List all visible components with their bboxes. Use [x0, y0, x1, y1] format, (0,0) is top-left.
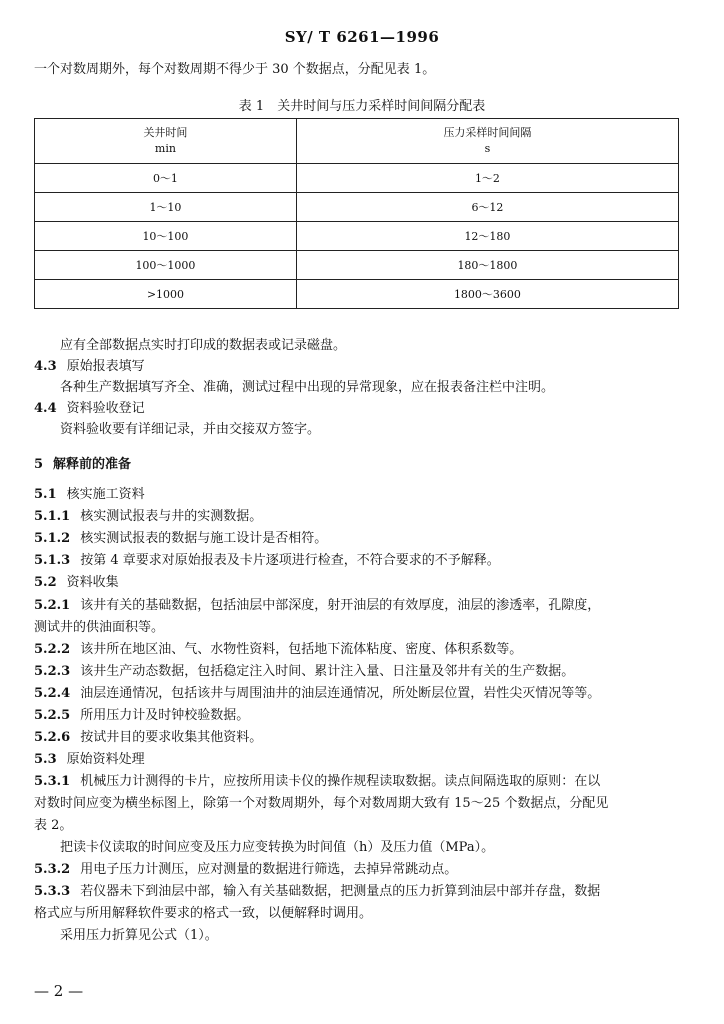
line-text: 按第 4 章要求对原始报表及卡片逐项进行检查，不符合要求的不予解释。 [80, 553, 500, 568]
section-5-2-6 [34, 728, 684, 748]
section-5-3-2 [34, 860, 684, 880]
section-5-2 [34, 573, 684, 593]
line-text: 资料验收登记 [66, 401, 145, 416]
table-cell: 0～1 [35, 164, 297, 193]
section-4-4 [34, 399, 684, 419]
intro-text: 一个对数周期外，每个对数周期不得少于 30 个数据点，分配见表 1。 [34, 62, 436, 77]
section-5-2-4 [34, 684, 684, 704]
paragraph-line [60, 838, 710, 858]
section-number: 5.3.1 [34, 774, 71, 789]
section-4-3 [34, 357, 684, 377]
standard-number: SY/ T 6261—1996 [284, 28, 440, 46]
table-cell: 1～2 [296, 164, 678, 193]
line-text: 资料收集 [66, 575, 119, 590]
header-sampling-interval: 压力采样时间间隔 s [296, 119, 678, 164]
line-text: 若仪器未下到油层中部，输入有关基础数据，把测量点的压力折算到油层中部并存盘，数据 [80, 884, 601, 899]
table-caption: 表 1 关井时间与压力采样时间间隔分配表 [238, 99, 486, 114]
paragraph-line [34, 618, 684, 638]
line-text: 各种生产数据填写齐全、准确，测试过程中出现的异常现象，应在报表备注栏中注明。 [60, 380, 555, 395]
section-number: 5.3.3 [34, 884, 71, 899]
line-text: 核实测试报表与井的实测数据。 [80, 509, 263, 524]
table-cell: 180～1800 [296, 251, 678, 280]
page-number: — 2 — [34, 982, 84, 1000]
section-number: 5.1.3 [34, 553, 71, 568]
section-5-1-1 [34, 507, 684, 527]
section-number: 5.2.6 [34, 730, 71, 745]
line-text: 资料验收要有详细记录，并由交接双方签字。 [60, 422, 321, 437]
paragraph-line [60, 378, 710, 398]
line-text: 测试井的供油面积等。 [34, 620, 165, 635]
table-header-row [35, 119, 679, 164]
section-5-1-3 [34, 551, 684, 571]
line-text: 机械压力计测得的卡片，应按所用读卡仪的操作规程读取数据。读点间隔选取的原则：在以 [80, 774, 601, 789]
line-text: 油层连通情况，包括该井与周围油井的油层连通情况，所处断层位置，岩性尖灭情况等等。 [80, 686, 601, 701]
line-text: 核实施工资料 [66, 487, 145, 502]
line-text: 该井所在地区油、气、水物性资料，包括地下流体粘度、密度、体积系数等。 [80, 642, 523, 657]
section-number: 5.2.2 [34, 642, 71, 657]
section-5-2-2 [34, 640, 684, 660]
table-row [35, 193, 679, 222]
table-cell: 1～10 [35, 193, 297, 222]
table-cell: 6～12 [296, 193, 678, 222]
line-text: 原始报表填写 [66, 359, 145, 374]
section-number: 5 [34, 457, 44, 472]
table-row [35, 222, 679, 251]
line-text: 应有全部数据点实时打印成的数据表或记录磁盘。 [60, 338, 347, 353]
line-text: 格式应与所用解释软件要求的格式一致，以便解释时调用。 [34, 906, 373, 921]
section-5-2-5 [34, 706, 684, 726]
section-5-3-1 [34, 772, 684, 792]
line-text: 解释前的准备 [53, 457, 132, 472]
section-5-1-2 [34, 529, 684, 549]
section-number: 5.2.4 [34, 686, 71, 701]
table-row [35, 251, 679, 280]
table-cell: 12～180 [296, 222, 678, 251]
section-number: 5.2.3 [34, 664, 71, 679]
section-number: 5.3 [34, 752, 57, 767]
table-cell: 1800～3600 [296, 280, 678, 309]
section-number: 5.1.2 [34, 531, 71, 546]
line-text: 用电子压力计测压，应对测量的数据进行筛选，去掉异常跳动点。 [80, 862, 458, 877]
line-text: 按试井目的要求收集其他资料。 [80, 730, 263, 745]
table-cell: >1000 [35, 280, 297, 309]
paragraph-line [34, 904, 684, 924]
line-text: 核实测试报表的数据与施工设计是否相符。 [80, 531, 328, 546]
section-5-2-1 [34, 596, 684, 616]
paragraph-line [34, 794, 684, 814]
section-number: 4.3 [34, 359, 57, 374]
section-5-2-3 [34, 662, 684, 682]
section-number: 5.1.1 [34, 509, 71, 524]
section-5-3 [34, 750, 684, 770]
table-cell: 100～1000 [35, 251, 297, 280]
section-number: 5.2 [34, 575, 57, 590]
section-5-3-3 [34, 882, 684, 902]
paragraph-line [34, 816, 684, 836]
line-text: 对数时间应变为横坐标图上，除第一个对数周期外，每个对数周期大致有 15～25 个数据点，分配见 [34, 796, 609, 811]
table-cell: 10～100 [35, 222, 297, 251]
section-number: 4.4 [34, 401, 57, 416]
table-row [35, 164, 679, 193]
section-number: 5.3.2 [34, 862, 71, 877]
line-text: 该井有关的基础数据，包括油层中部深度，射开油层的有效厚度，油层的渗透率，孔隙度， [80, 598, 601, 613]
line-text: 采用压力折算见公式（1）。 [60, 928, 218, 943]
sampling-interval-table [34, 118, 679, 309]
section-5 [34, 455, 684, 475]
section-number: 5.1 [34, 487, 57, 502]
paragraph-line [60, 420, 710, 440]
line-text: 把读卡仪读取的时间应变及压力应变转换为时间值（h）及压力值（MPa）。 [60, 840, 495, 855]
table-row [35, 280, 679, 309]
line-text: 所用压力计及时钟校验数据。 [80, 708, 250, 723]
section-number: 5.2.1 [34, 598, 71, 613]
line-text: 表 2。 [34, 818, 73, 833]
paragraph-line [60, 336, 710, 356]
line-text: 该井生产动态数据，包括稳定注入时间、累计注入量、日注量及邻井有关的生产数据。 [80, 664, 575, 679]
paragraph-line [60, 926, 710, 946]
section-number: 5.2.5 [34, 708, 71, 723]
section-5-1 [34, 485, 684, 505]
header-shut-in-time: 关井时间 min [35, 119, 297, 164]
line-text: 原始资料处理 [66, 752, 145, 767]
